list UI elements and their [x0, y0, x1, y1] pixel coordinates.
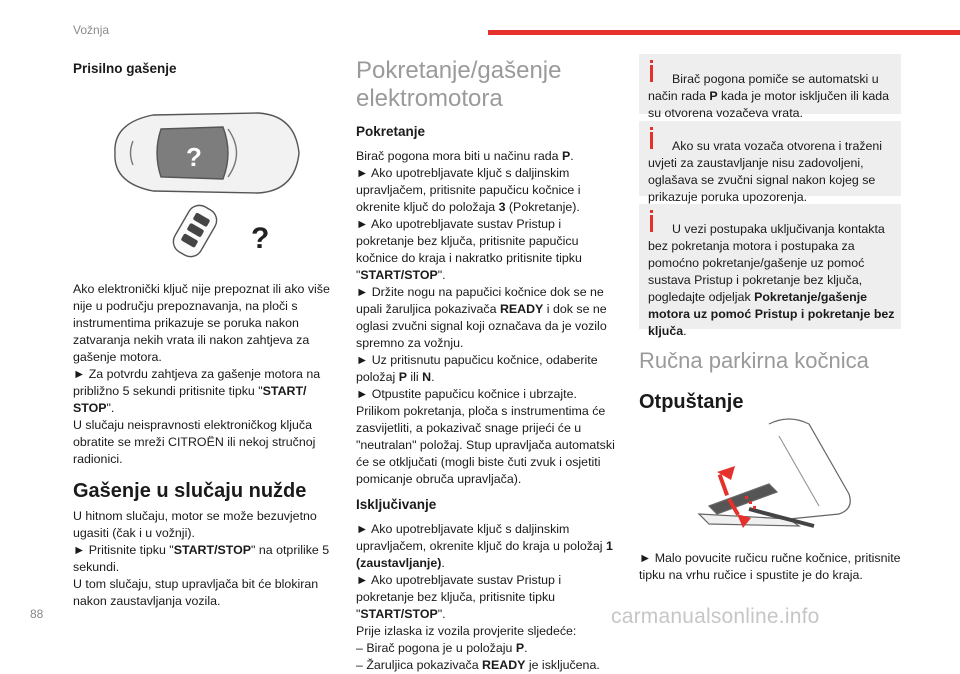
heading-release: Otpuštanje — [639, 391, 744, 413]
step-confirm-shutdown: ► Za potvrdu zahtjeva za gašenje motora na približno 5 sekundi pritisnite tipku "START/ STOP". — [73, 367, 321, 415]
line-off-keyless: ► Ako upotrebljavate sustav Pristup i pokretanje bez ključa, pritisnite tipku "START/STOP". — [356, 573, 562, 621]
title-parking-brake: Ručna parkirna kočnica — [639, 348, 869, 373]
watermark: carmanualsonline.info — [611, 605, 820, 628]
para-key-not-recognized: Ako elektronički ključ nije prepoznat ili ako više nije u području prepoznavanja, na ploči s instrumentima prikazuje se poruka nakon zatvaranja nekih vrata ili nakon zahtjeva za gašenje motora. — [73, 282, 330, 364]
info-note-driver-door: Ako su vrata vozača otvorena i traženi uvjeti za zaustavljanje nisu zadovoljeni, oglašava se zvučni signal nakon kojeg se prikazuje poruka upozorenja. — [639, 121, 901, 196]
para-emergency: U hitnom slučaju, motor se može bezuvjetno ugasiti (čak i u vožnji). — [73, 509, 317, 540]
step-release-brake: ► Malo povucite ručicu ručne kočnice, pritisnite tipku na vrhu ručice i spustite je do kraja. — [639, 551, 901, 582]
line-off-key: ► Ako upotrebljavate ključ s daljinskim upravljačem, okrenite ključ do kraja u položaj 1 (zaustavljanje). — [356, 522, 613, 570]
car-key-illustration — [73, 83, 333, 263]
column-1 — [73, 58, 333, 610]
svg-text:?: ? — [251, 222, 270, 255]
line-key-remote: ► Ako upotrebljavate ključ s daljinskim upravljačem, pritisnite papučicu kočnice i okrenite ključ do položaja 3 (Pokretanje). — [356, 166, 581, 214]
section-header: Vožnja — [73, 23, 110, 37]
column-2 — [356, 57, 618, 674]
line-select-pn: ► Uz pritisnutu papučicu kočnice, odaberite položaj P ili N. — [356, 353, 598, 384]
info-note-auto-p: Birač pogona pomiče se automatski u način rada P kada je motor isključen ili kada su otvorena vozačeva vrata. — [639, 54, 901, 114]
page-number: 88 — [30, 607, 44, 621]
info-icon — [650, 60, 653, 63]
line-check-before-exit: Prije izlaska iz vozila provjerite sljedeće: — [356, 624, 577, 638]
car-top-view-icon — [115, 113, 299, 193]
line-keyless: ► Ako upotrebljavate sustav Pristup i pokretanje bez ključa, pritisnite papučicu kočnice do kraja i nakratko pritisnite tipku "START/STOP". — [356, 217, 582, 282]
title-start-stop-motor: Pokretanje/gašenje elektromotora — [356, 57, 562, 112]
handbrake-illustration — [639, 414, 901, 532]
line-ready: ► Držite nogu na papučici kočnice dok se ne upali žaruljica pokazivača READY i dok se ne oglasi zvučni signal koji označava da je vozilo spremno za vožnju. — [356, 285, 607, 350]
para-startup-info: Prilikom pokretanja, ploča s instrumentima će zasvijetliti, a pokazivač snage prijeći će u "neutralan" položaj. Stup upravljača automatski će se otključati (mogli biste čuti zvuk i osjetiti pomicanje obruča upravljača). — [356, 404, 615, 486]
info-note-keyless-ref: U vezi postupaka uključivanja kontakta bez pokretanja motora i postupaka za pomoćno pokretanje/gašenje uz pomoć sustava Pristup i pokretanje bez ključa, pogledajte odjeljak Pokretanje/gašenje motora uz pomoć Pristup i pokretanje bez ključa. — [639, 204, 901, 329]
line-ready-off: – Žaruljica pokazivača READY je isključena. — [356, 658, 600, 672]
arrow-up-icon — [717, 466, 735, 496]
key-fob-icon — [169, 201, 221, 261]
line-selector-in-p: – Birač pogona je u položaju P. — [356, 641, 528, 655]
step-press-start-stop: ► Pritisnite tipku "START/STOP" na otprilike 5 sekundi. — [73, 543, 330, 574]
subheading-starting: Pokretanje — [356, 124, 426, 139]
line-release-brake: ► Otpustite papučicu kočnice i ubrzajte. — [356, 387, 577, 401]
accent-bar — [488, 30, 960, 35]
para-steering-lock: U tom slučaju, stup upravljača bit će blokiran nakon zaustavljanja vozila. — [73, 577, 319, 608]
info-icon — [650, 127, 653, 130]
heading-forced-shutdown: Prisilno gašenje — [73, 61, 177, 76]
info-icon — [650, 210, 653, 213]
column-3 — [639, 348, 901, 584]
para-key-fault: U slučaju neispravnosti elektroničkog ključa obratite se mreži CITROËN ili nekoj stručnoj radionici. — [73, 418, 316, 466]
heading-emergency-shutdown: Gašenje u slučaju nužde — [73, 480, 307, 502]
subheading-switching-off: Isključivanje — [356, 497, 437, 512]
line-selector-p: Birač pogona mora biti u načinu rada P. — [356, 149, 574, 163]
svg-text:?: ? — [186, 142, 202, 172]
